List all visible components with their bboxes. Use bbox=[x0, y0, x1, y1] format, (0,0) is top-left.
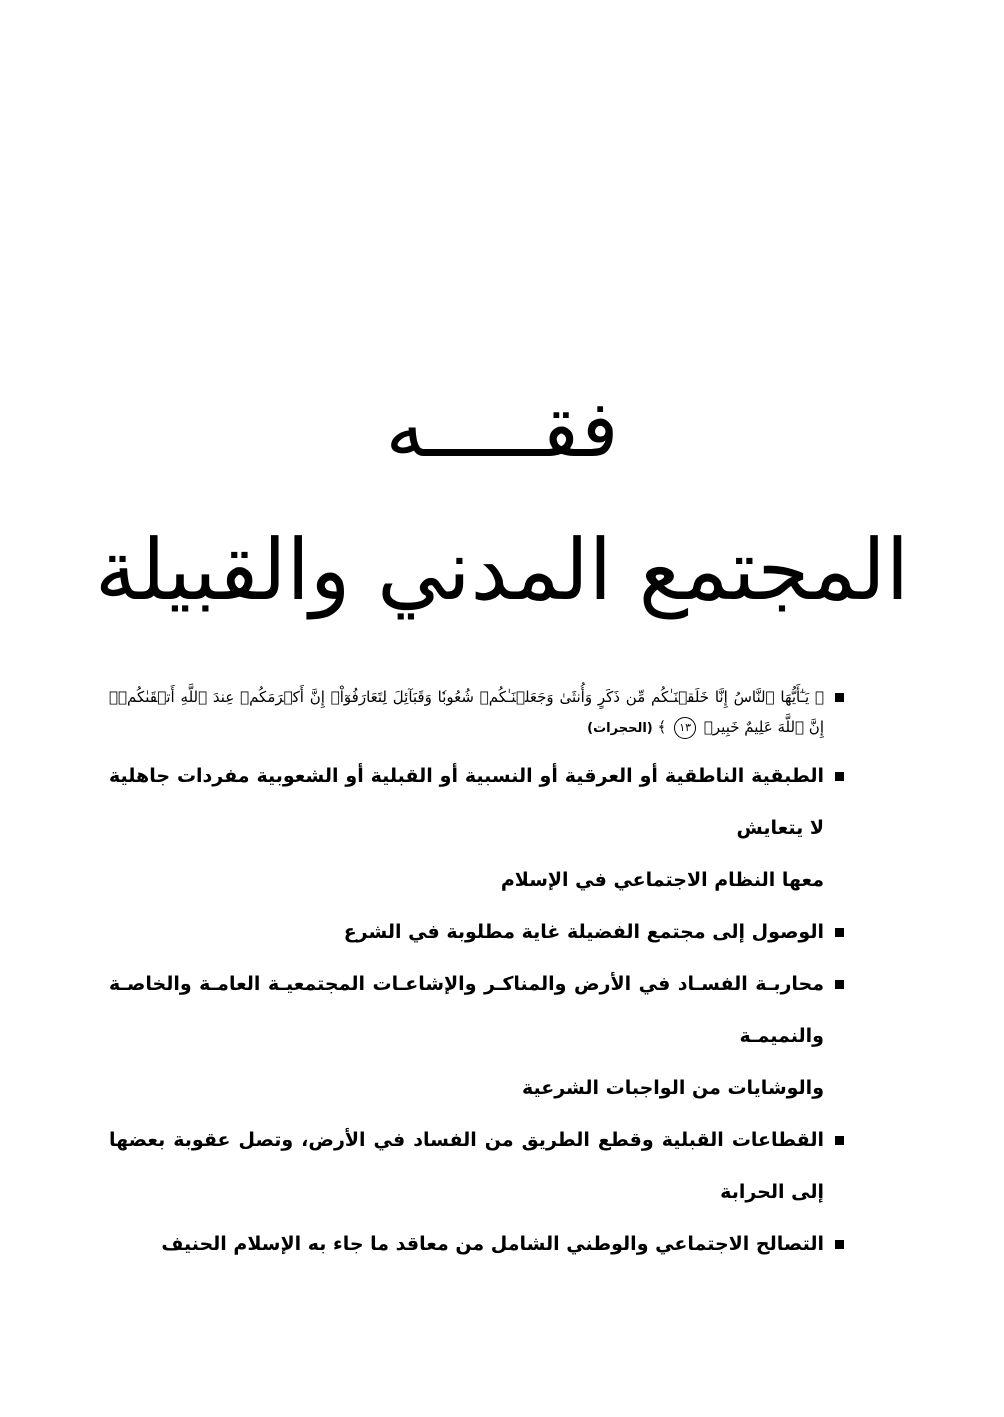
list-item bbox=[109, 1218, 844, 1270]
title-line-2: المجتمع المدني والقبيلة bbox=[94, 521, 910, 619]
point-text-line-1: الطبقية الناطقية أو العرقية أو النسبية أو القبلية أو الشعوبية مفردات جاهلية لا يتعايش bbox=[109, 765, 824, 839]
verse-text: يَـٰٓأَيُّهَا ٱلنَّاسُ إِنَّا خَلَقۡنَـٰكُم مِّن ذَكَرٍ وَأُنثَىٰ وَجَعَلۡنَـٰكُمۡ شُعُوبٗا وَقَبَآئِلَ لِتَعَارَفُوٓاْۚ إِنَّ أَكۡرَمَكُمۡ عِندَ ٱللَّهِ أَتۡقَىٰكُمۡۚ إِنَّ ٱللَّهَ عَلِيمٌ خَبِيرٞ bbox=[109, 688, 824, 736]
point-text-line-1: محاربـة الفسـاد في الأرض والمناكـر والإشاعـات المجتمعيـة العامـة والخاصـة والنميمـة bbox=[109, 973, 824, 1047]
list-item bbox=[109, 1114, 844, 1218]
square-bullet-icon bbox=[835, 772, 844, 781]
square-bullet-icon bbox=[835, 1136, 844, 1145]
point-text-line-1: التصالح الاجتماعي والوطني الشامل من معاقد ما جاء به الإسلام الحنيف bbox=[161, 1233, 824, 1255]
quran-verse-item bbox=[109, 682, 844, 744]
square-bullet-icon bbox=[835, 1240, 844, 1249]
list-item bbox=[109, 906, 844, 958]
point-text-line-1: القطاعات القبلية وقطع الطريق من الفساد في الأرض، وتصل عقوبة بعضها إلى الحرابة bbox=[109, 1129, 824, 1203]
square-bullet-icon bbox=[835, 693, 844, 702]
point-text-line-2: والوشايات من الواجبات الشرعية bbox=[521, 1077, 824, 1099]
title-line-1: فقـــــه bbox=[385, 385, 619, 475]
verse-source: (الحجرات) bbox=[587, 721, 653, 736]
list-item bbox=[109, 958, 844, 1114]
square-bullet-icon bbox=[835, 928, 844, 937]
verse-open-brace: ﴿ bbox=[814, 688, 824, 706]
verse-close-brace: ﴾ bbox=[657, 718, 667, 736]
key-points-list bbox=[109, 682, 844, 1270]
list-item bbox=[109, 750, 844, 906]
point-text-line-2: معها النظام الاجتماعي في الإسلام bbox=[500, 869, 824, 891]
square-bullet-icon bbox=[835, 980, 844, 989]
ayah-number-icon: ١٣ bbox=[674, 717, 696, 739]
point-text-line-1: الوصول إلى مجتمع الفضيلة غاية مطلوبة في الشرع bbox=[343, 921, 824, 943]
